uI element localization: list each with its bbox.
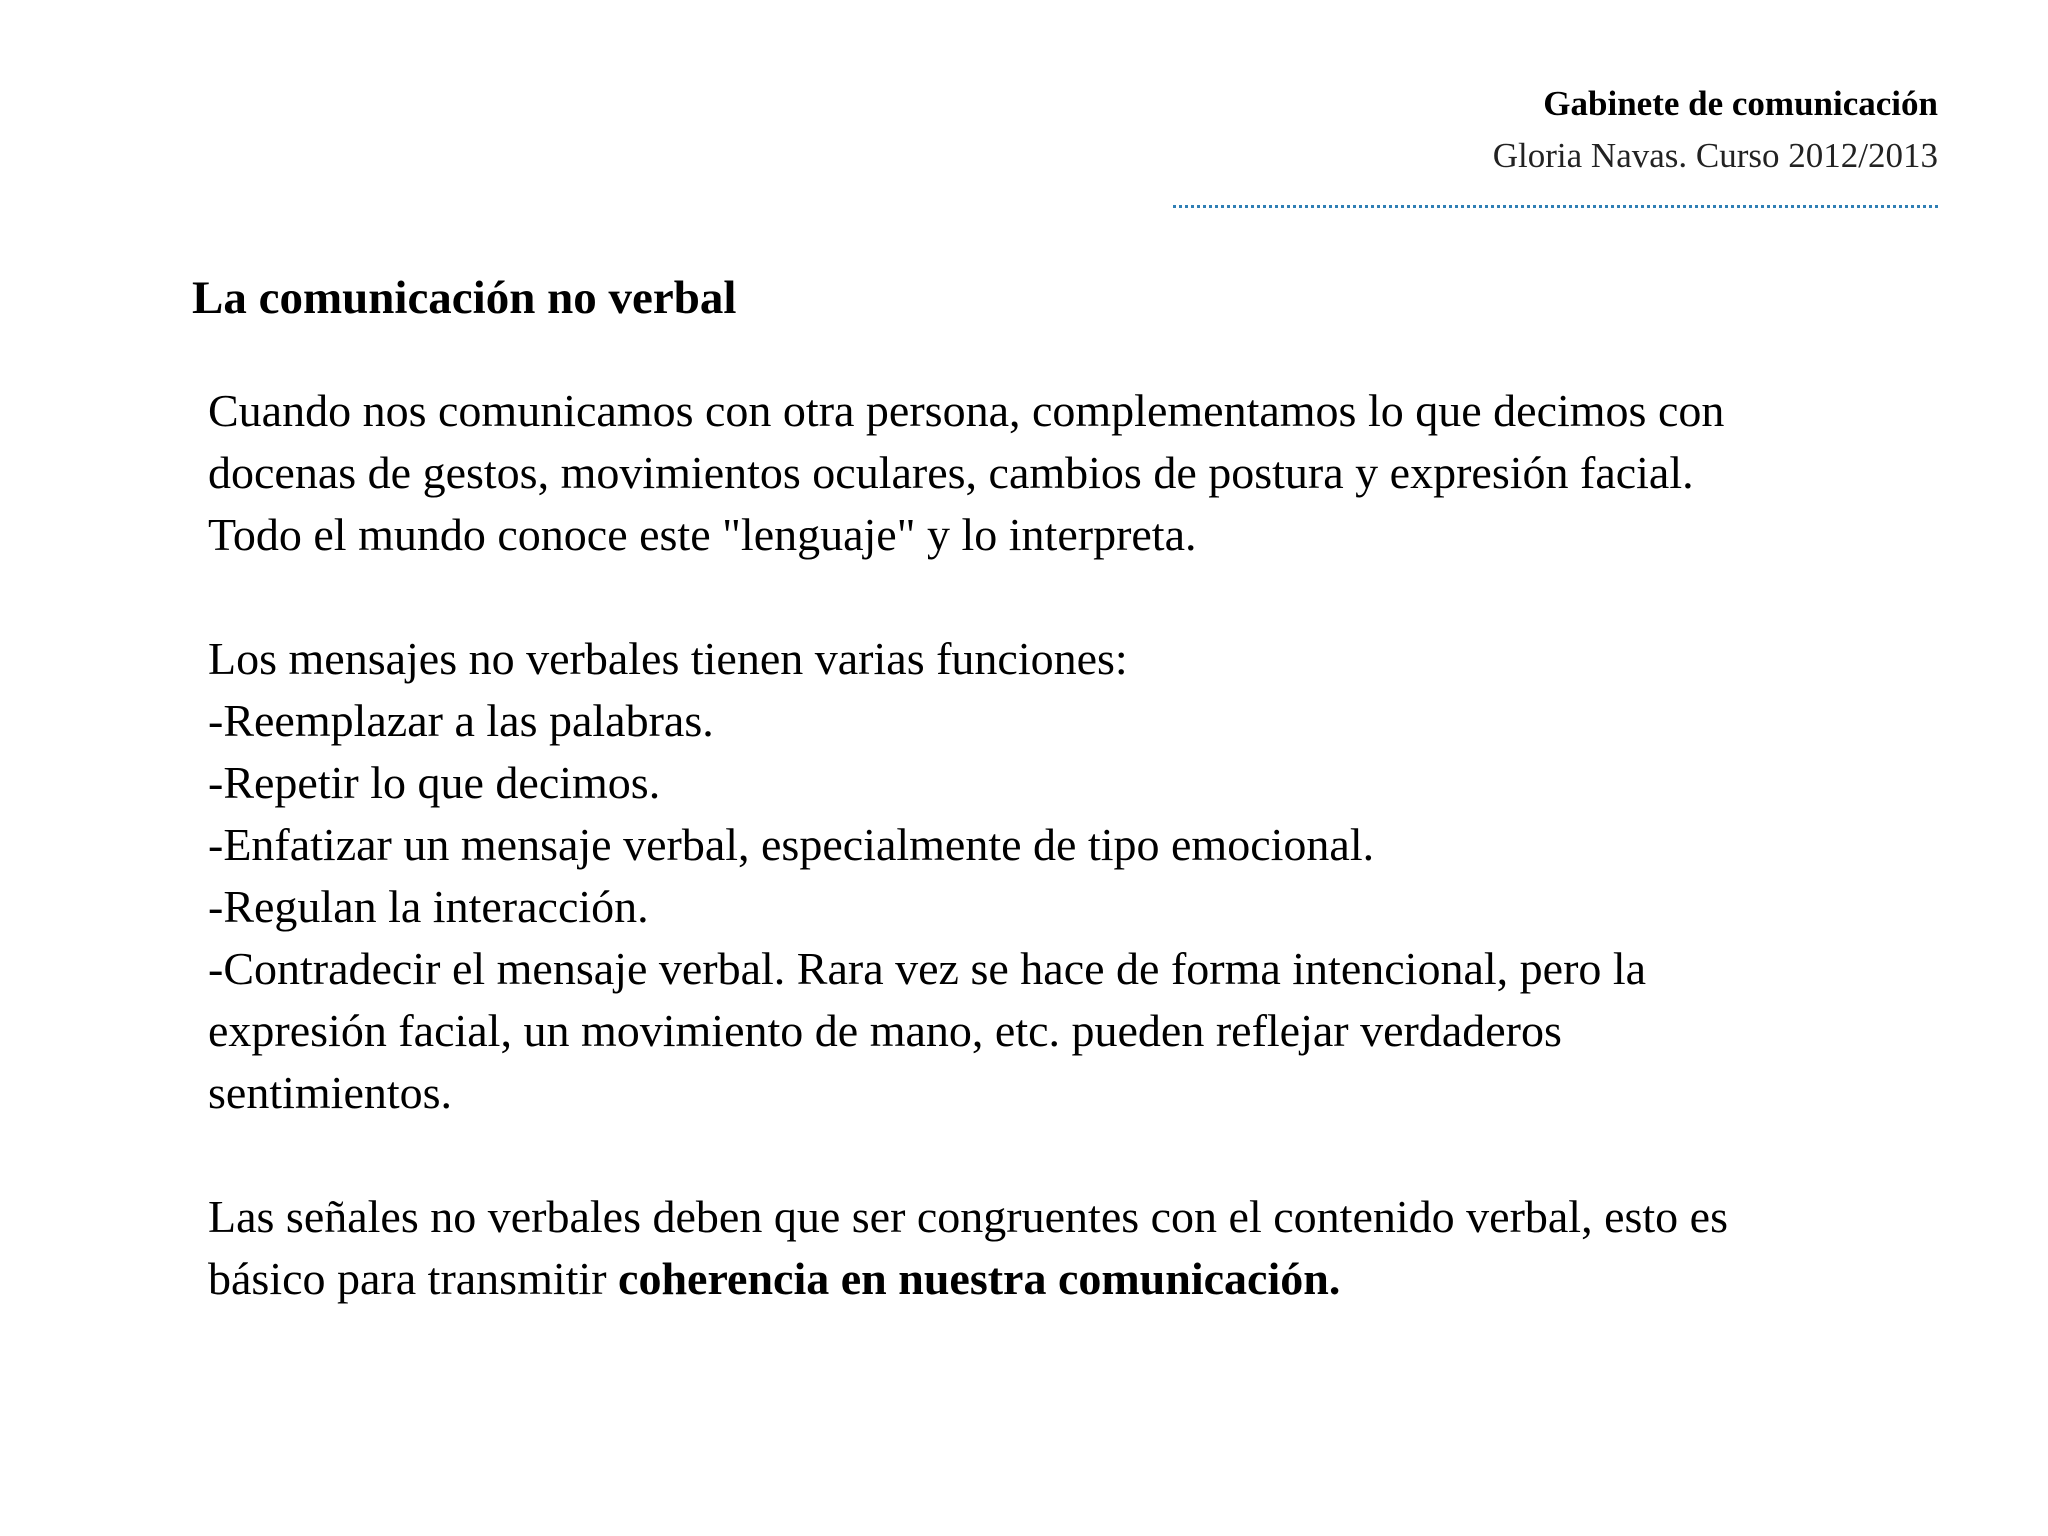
body-content	[208, 380, 1928, 1310]
document-header	[1138, 78, 1938, 182]
paragraph-line: Todo el mundo conoce este "lenguaje" y lo interpreta.	[208, 509, 1197, 560]
function-item: -Regulan la interacción.	[208, 881, 649, 932]
function-item: sentimientos.	[208, 1067, 453, 1118]
header-divider	[1173, 205, 1938, 208]
conclusion-line	[208, 1248, 1928, 1310]
function-item: -Reemplazar a las palabras.	[208, 695, 714, 746]
conclusion-emphasis: coherencia en nuestra comunicación.	[618, 1253, 1341, 1304]
header-title: Gabinete de comunicación	[1543, 84, 1938, 123]
function-item: -Contradecir el mensaje verbal. Rara vez se hace de forma intencional, pero la	[208, 943, 1647, 994]
function-item: expresión facial, un movimiento de mano, etc. pueden reflejar verdaderos	[208, 1005, 1562, 1056]
functions-intro: Los mensajes no verbales tienen varias funciones:	[208, 633, 1128, 684]
paragraph-spacer	[208, 566, 1928, 628]
section-title: La comunicación no verbal	[192, 272, 737, 324]
paragraph-spacer	[208, 1124, 1928, 1186]
paragraph-line: docenas de gestos, movimientos oculares, cambios de postura y expresión facial.	[208, 447, 1694, 498]
header-subtitle: Gloria Navas. Curso 2012/2013	[1492, 136, 1938, 175]
conclusion-line: Las señales no verbales deben que ser congruentes con el contenido verbal, esto es	[208, 1191, 1728, 1242]
paragraph-line: Cuando nos comunicamos con otra persona, complementamos lo que decimos con	[208, 385, 1725, 436]
function-item: -Repetir lo que decimos.	[208, 757, 661, 808]
function-item: -Enfatizar un mensaje verbal, especialmente de tipo emocional.	[208, 819, 1375, 870]
conclusion-text: básico para transmitir	[208, 1253, 619, 1304]
